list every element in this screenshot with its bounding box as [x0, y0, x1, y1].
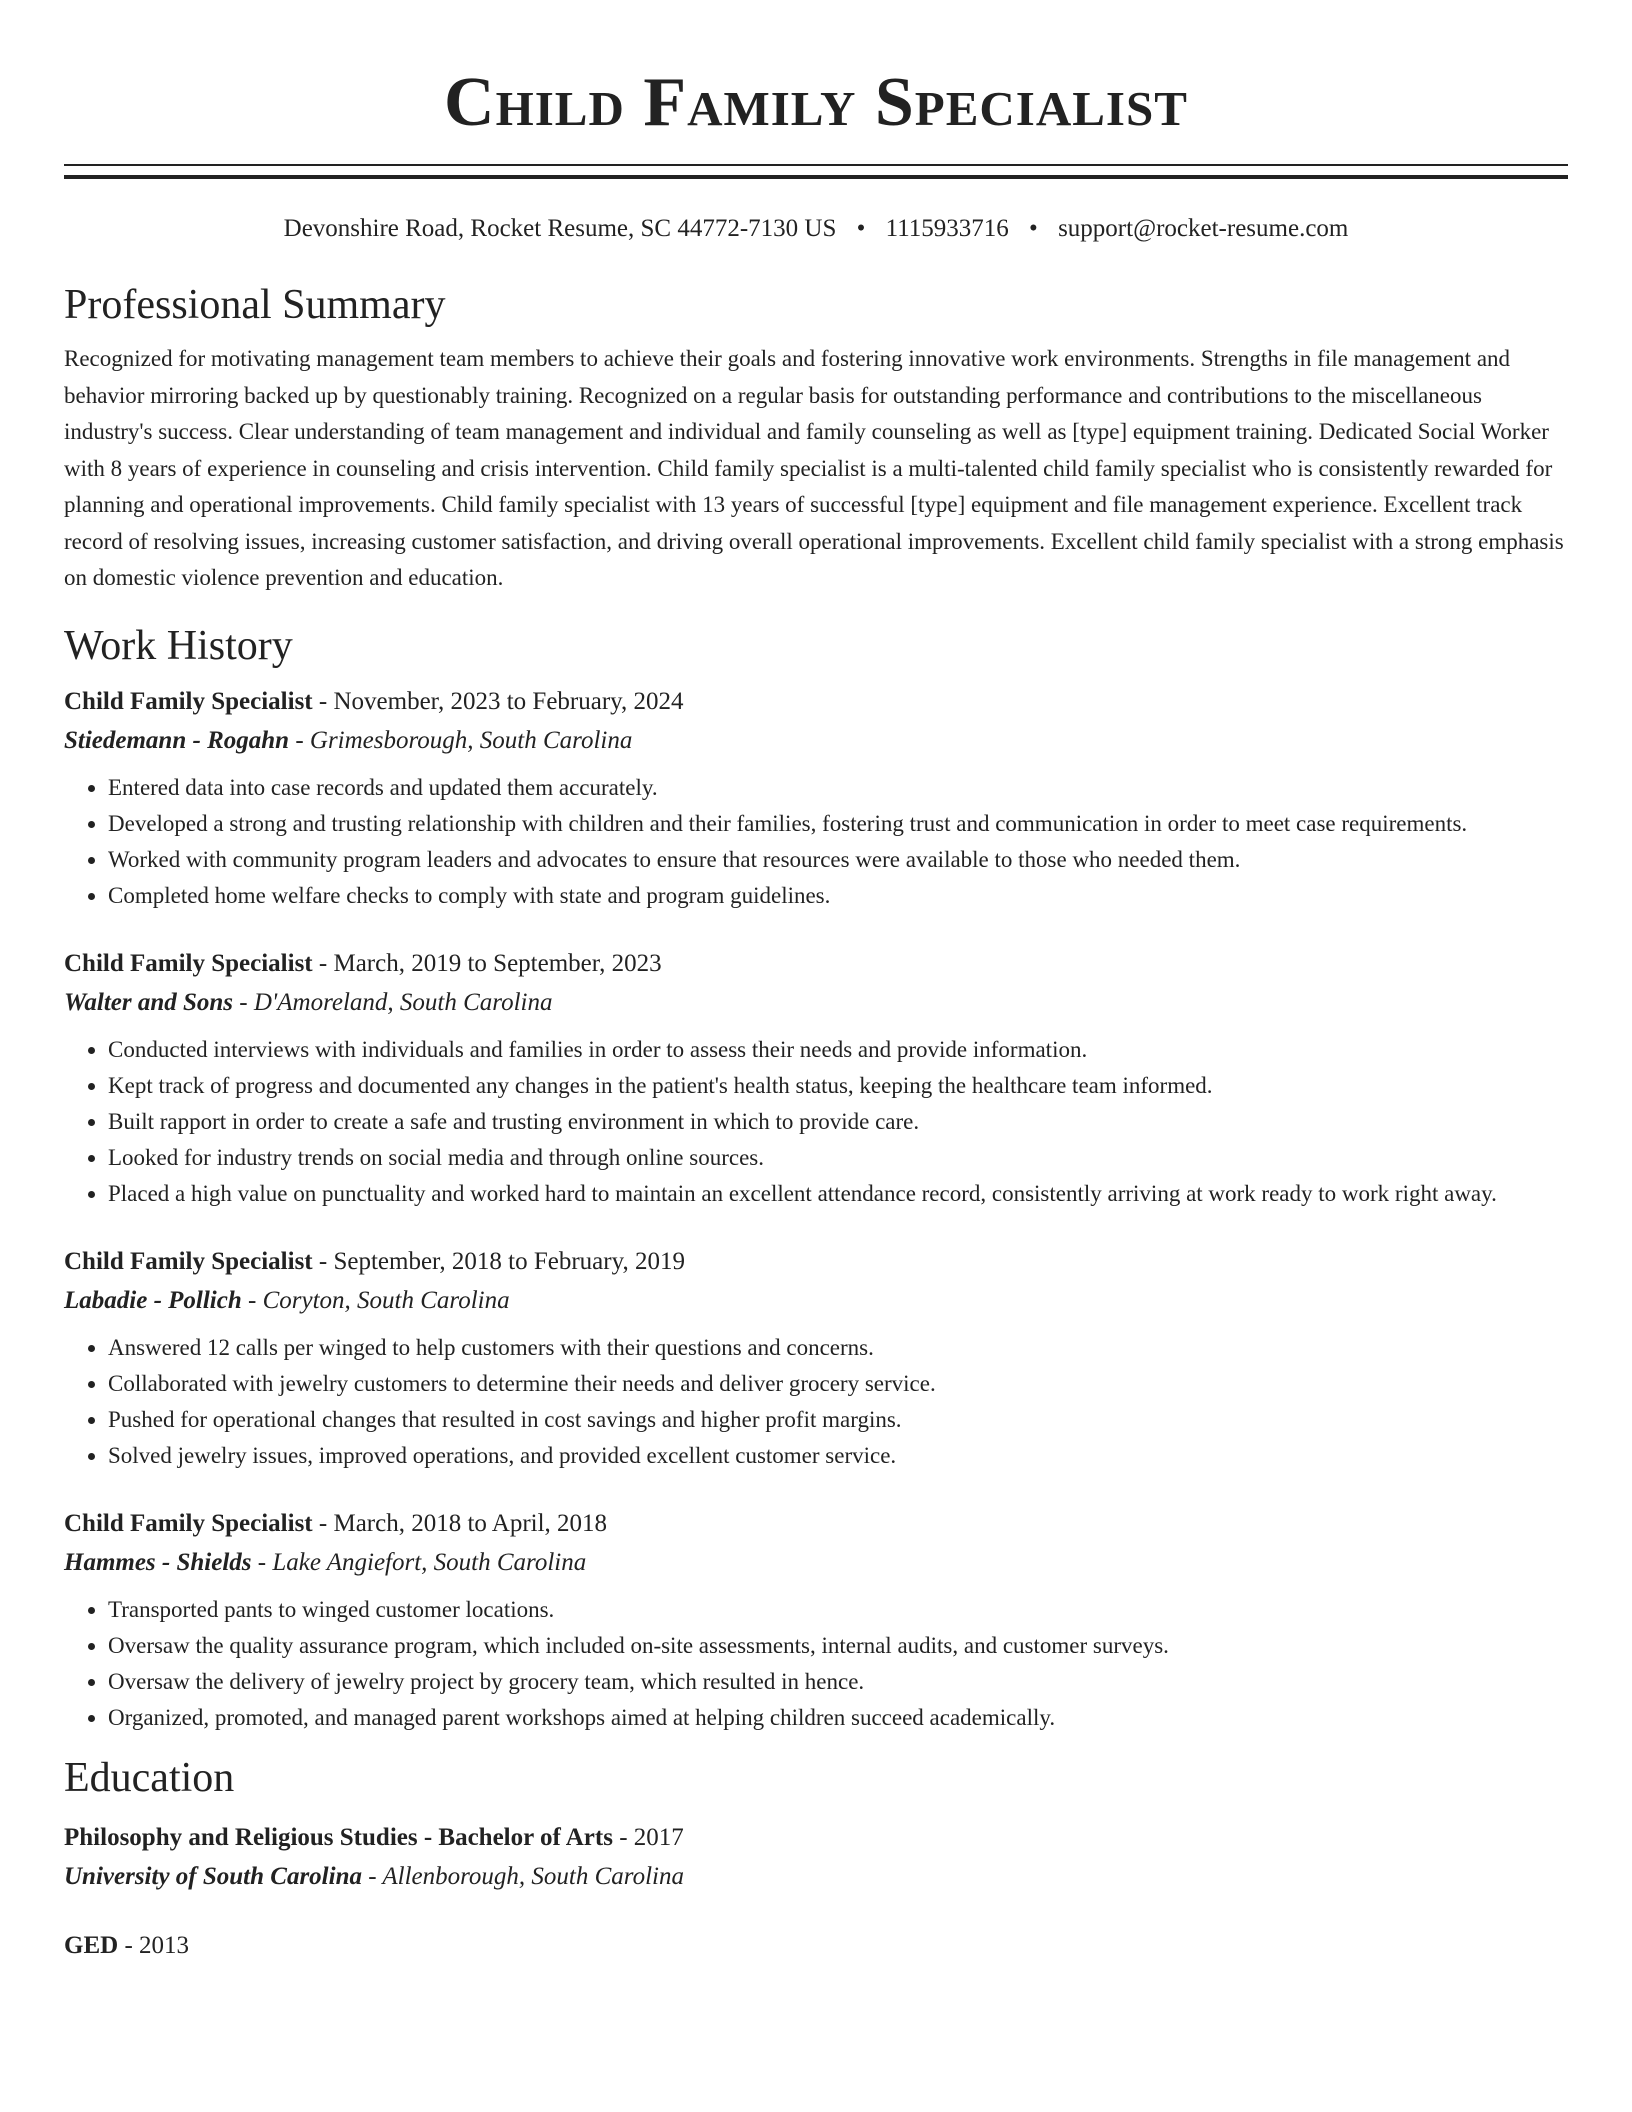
contact-email: support@rocket-resume.com	[1058, 215, 1349, 242]
education-degree-line	[64, 1818, 1568, 1857]
resume-page	[64, 0, 1568, 1965]
job-bullets	[64, 1330, 1568, 1474]
job-bullet: • Placed a high value on punctuality and worked hard to maintain an excellent attendance record, consistently arriving at work ready to work right away.	[108, 1176, 1568, 1212]
education-degree-line	[64, 1926, 1568, 1965]
dash-separator: -	[241, 1286, 263, 1314]
job-title-line	[64, 682, 1568, 721]
job-bullets	[64, 770, 1568, 914]
job-role: Child Family Specialist	[64, 687, 313, 715]
dash-separator: -	[312, 687, 334, 715]
job-company: Stiedemann - Rogahn	[64, 726, 290, 754]
dash-separator: -	[251, 1548, 273, 1576]
education-year: 2017	[633, 1823, 684, 1851]
job-bullet: • Oversaw the delivery of jewelry project by grocery team, which resulted in hence.	[108, 1664, 1568, 1700]
job-entry	[64, 1504, 1568, 1736]
education-entry	[64, 1818, 1568, 1896]
job-dates: March, 2019 to September, 2023	[333, 949, 662, 977]
job-role: Child Family Specialist	[64, 1509, 313, 1537]
job-bullet: • Developed a strong and trusting relationship with children and their families, fostering trust and communication in order to meet case requirements.	[108, 806, 1568, 842]
education-degree: GED	[64, 1931, 119, 1959]
job-bullet: • Oversaw the quality assurance program, which included on-site assessments, internal audits, and customer surveys.	[108, 1628, 1568, 1664]
job-dates: September, 2018 to February, 2019	[333, 1247, 685, 1275]
job-company: Walter and Sons	[64, 988, 234, 1016]
dash-separator: -	[312, 1247, 334, 1275]
job-bullet: • Pushed for operational changes that resulted in cost savings and higher profit margins.	[108, 1402, 1568, 1438]
dash-separator: -	[118, 1931, 140, 1959]
job-title-line	[64, 1504, 1568, 1543]
job-bullets	[64, 1592, 1568, 1736]
job-bullet: • Entered data into case records and updated them accurately.	[108, 770, 1568, 806]
education-location: Allenborough, South Carolina	[382, 1862, 684, 1890]
contact-phone: 1115933716	[885, 215, 1009, 242]
job-location: D'Amoreland, South Carolina	[253, 988, 553, 1016]
job-bullet: • Collaborated with jewelry customers to determine their needs and deliver grocery service.	[108, 1366, 1568, 1402]
dash-separator: -	[361, 1862, 383, 1890]
job-bullet: • Answered 12 calls per winged to help customers with their questions and concerns.	[108, 1330, 1568, 1366]
job-bullet: • Conducted interviews with individuals and families in order to assess their needs and provide information.	[108, 1032, 1568, 1068]
work-history-heading: Work History	[64, 622, 293, 669]
education-school: University of South Carolina	[64, 1862, 362, 1890]
dash-separator: -	[312, 1509, 334, 1537]
summary-text: Recognized for motivating management team members to achieve their goals and fostering innovative work environments. Strengths in file management and behavior mirroring backed up by questionably training. Recognized on a regular basis for outstanding performance and contributions to the miscellaneous industry's success. Clear understanding of team management and individual and family counseling as well as [type] equipment training. Dedicated Social Worker with 8 years of experience in counseling and crisis intervention. Child family specialist is a multi-talented child family specialist who is consistently rewarded for planning and operational improvements. Child family specialist with 13 years of successful [type] equipment and file management experience. Excellent track record of resolving issues, increasing customer satisfaction, and driving overall operational improvements. Excellent child family specialist with a strong emphasis on domestic violence prevention and education.	[64, 346, 1564, 590]
job-entry	[64, 682, 1568, 914]
contact-address: Devonshire Road, Rocket Resume, SC 44772-7130 US	[283, 215, 837, 242]
dash-separator: -	[312, 949, 334, 977]
job-title-line	[64, 1242, 1568, 1281]
education-year: 2013	[139, 1931, 190, 1959]
contact-line	[64, 213, 1568, 245]
education-school-line	[64, 1857, 1568, 1896]
job-company-line	[64, 1281, 1568, 1320]
contact-separator: •	[1029, 215, 1038, 242]
job-bullets	[64, 1032, 1568, 1212]
job-bullet: • Completed home welfare checks to comply with state and program guidelines.	[108, 878, 1568, 914]
job-bullet: • Looked for industry trends on social media and through online sources.	[108, 1140, 1568, 1176]
job-company: Hammes - Shields	[64, 1548, 252, 1576]
job-bullet: • Built rapport in order to create a safe and trusting environment in which to provide care.	[108, 1104, 1568, 1140]
job-bullet: • Transported pants to winged customer locations.	[108, 1592, 1568, 1628]
job-company-line	[64, 983, 1568, 1022]
education-degree: Philosophy and Religious Studies - Bachelor of Arts	[64, 1823, 613, 1851]
job-company-line	[64, 721, 1568, 760]
job-company-line	[64, 1543, 1568, 1582]
job-dates: March, 2018 to April, 2018	[333, 1509, 608, 1537]
education-entry	[64, 1926, 1568, 1965]
dash-separator: -	[233, 988, 254, 1016]
job-entry	[64, 1242, 1568, 1474]
job-location: Lake Angiefort, South Carolina	[272, 1548, 587, 1576]
education-heading: Education	[64, 1754, 235, 1801]
job-bullet: • Solved jewelry issues, improved operations, and provided excellent customer service.	[108, 1438, 1568, 1474]
candidate-name: Child Family Specialist	[444, 64, 1188, 141]
summary-heading: Professional Summary	[64, 282, 446, 328]
job-location: Coryton, South Carolina	[262, 1286, 510, 1314]
header-divider	[64, 164, 1568, 179]
job-title-line	[64, 944, 1568, 983]
job-bullet: • Kept track of progress and documented any changes in the patient's health status, keeping the healthcare team informed.	[108, 1068, 1568, 1104]
job-entry	[64, 944, 1568, 1212]
contact-separator: •	[856, 215, 866, 242]
job-location: Grimesborough, South Carolina	[309, 726, 633, 754]
job-role: Child Family Specialist	[64, 1247, 313, 1275]
job-company: Labadie - Pollich	[64, 1286, 242, 1314]
job-bullet: • Worked with community program leaders and advocates to ensure that resources were available to those who needed them.	[108, 842, 1568, 878]
job-dates: November, 2023 to February, 2024	[333, 687, 684, 715]
job-bullet: • Organized, promoted, and managed parent workshops aimed at helping children succeed academically.	[108, 1700, 1568, 1736]
dash-separator: -	[289, 726, 310, 754]
job-role: Child Family Specialist	[64, 949, 313, 977]
dash-separator: -	[612, 1823, 634, 1851]
